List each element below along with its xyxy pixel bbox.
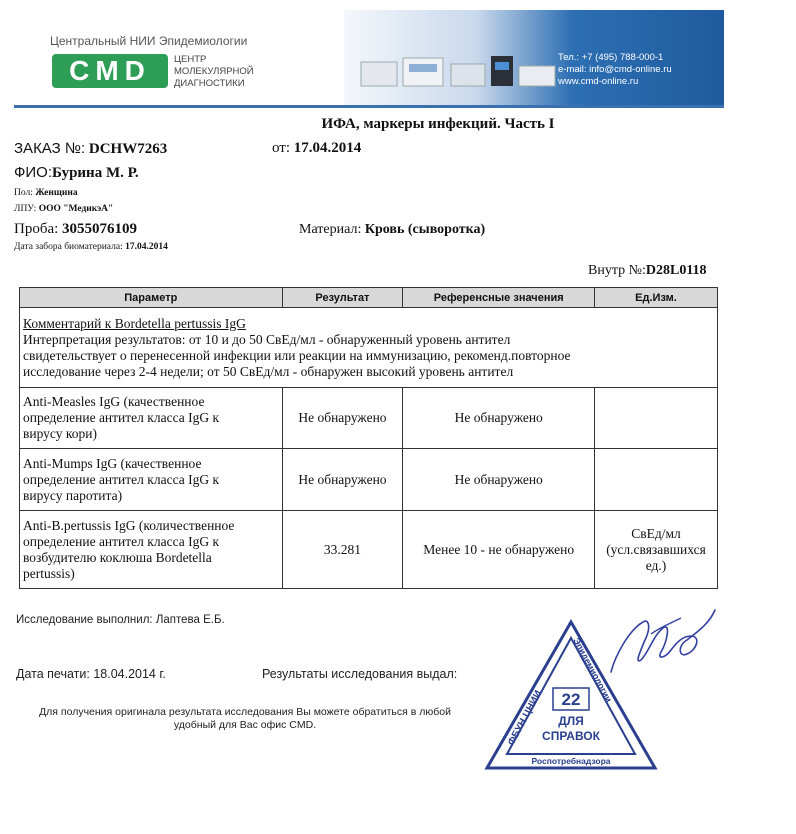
header-divider (14, 105, 724, 108)
svg-text:ФБУН ЦНИИ: ФБУН ЦНИИ (505, 688, 545, 748)
stamp-line2: СПРАВОК (542, 729, 600, 743)
reference-value: Не обнаружено (403, 388, 595, 449)
document-title: ИФА, маркеры инфекций. Часть I (321, 116, 555, 132)
stamp-number: 22 (561, 690, 581, 709)
phone: Тел.: +7 (495) 788-000-1 (558, 52, 664, 63)
sample-id: Проба: 3055076109 (14, 221, 138, 237)
material: Материал: Кровь (сыворотка) (299, 222, 486, 237)
logo-subtitle: ЦЕНТР МОЛЕКУЛЯРНОЙ ДИАГНОСТИКИ (174, 54, 254, 89)
col-param: Параметр (20, 288, 283, 308)
col-result: Результат (282, 288, 403, 308)
signature-icon (605, 606, 717, 678)
issued-by: Результаты исследования выдал: (262, 667, 458, 681)
unit-value (595, 388, 718, 449)
unit-value (595, 449, 718, 511)
table-row: Anti-B.pertussis IgG (количественное определение антител класса IgG к возбудителю коклюша Bordetella pertussis) 33.281 Менее 10 - не обнаружено СвЕд/мл (усл.связавшихся ед.) (20, 511, 718, 589)
result-value: Не обнаружено (282, 388, 403, 449)
result-value: Не обнаружено (282, 449, 403, 511)
internal-number: Внутр №:D28L0118 (588, 263, 707, 278)
comment-row (20, 308, 718, 388)
order-number: ЗАКАЗ №: DCHW7263 (14, 140, 168, 157)
comment-line: исследование через 2-4 недели; от 50 СвЕд/мл - обнаружен высокий уровень антител (23, 363, 514, 379)
comment-title: Комментарий к Bordetella pertussis IgG (23, 315, 246, 331)
comment-line: Интерпретация результатов: от 10 и до 50 СвЕд/мл - обнаруженный уровень антител (23, 331, 511, 347)
institute-name: Центральный НИИ Эпидемиологии (50, 34, 248, 48)
table-header (20, 288, 718, 308)
table-row: Anti-Measles IgG (качественное определение антител класса IgG к вирусу кори) Не обнаружено Не обнаружено (20, 388, 718, 449)
stamp-line1: ДЛЯ (558, 714, 584, 728)
contacts (558, 52, 672, 88)
comment-line: свидетельствует о перенесенной инфекции или реакции на иммунизацию, рекоменд.повторное (23, 347, 571, 363)
table-row: Anti-Mumps IgG (качественное определение антител класса IgG к вирусу паротита) Не обнаружено Не обнаружено (20, 449, 718, 511)
patient-sex: Пол: Женщина (14, 188, 78, 198)
print-date: Дата печати: 18.04.2014 г. (16, 667, 166, 681)
cmd-logo: CMD (52, 54, 168, 88)
email: e-mail: info@cmd-online.ru (558, 64, 672, 75)
letterhead (14, 10, 724, 108)
lpu: ЛПУ: ООО "МедикэА" (14, 204, 114, 214)
collect-date: Дата забора биоматериала: 17.04.2014 (14, 242, 168, 252)
patient-name: ФИО:Бурина М. Р. (14, 164, 139, 181)
lab-equipment-icon (359, 54, 559, 90)
result-value: 33.281 (282, 511, 403, 589)
results-table (19, 287, 718, 589)
performed-by: Исследование выполнил: Лаптева Е.Б. (16, 614, 225, 626)
reference-value: Не обнаружено (403, 449, 595, 511)
col-unit: Ед.Изм. (595, 288, 718, 308)
order-date: от: 17.04.2014 (272, 140, 362, 156)
footer-note: Для получения оригинала результата исследования Вы можете обратиться в любой удобный для Вас офис CMD. (39, 706, 451, 731)
col-reference: Референсные значения (403, 288, 595, 308)
reference-value: Менее 10 - не обнаружено (403, 511, 595, 589)
unit-value: СвЕд/мл (усл.связавшихся ед.) (595, 511, 718, 589)
svg-text:Эпидемиологии: Эпидемиологии (571, 636, 614, 704)
stamp-bottom: Роспотребнадзора (531, 756, 611, 766)
website: www.cmd-online.ru (558, 76, 639, 87)
